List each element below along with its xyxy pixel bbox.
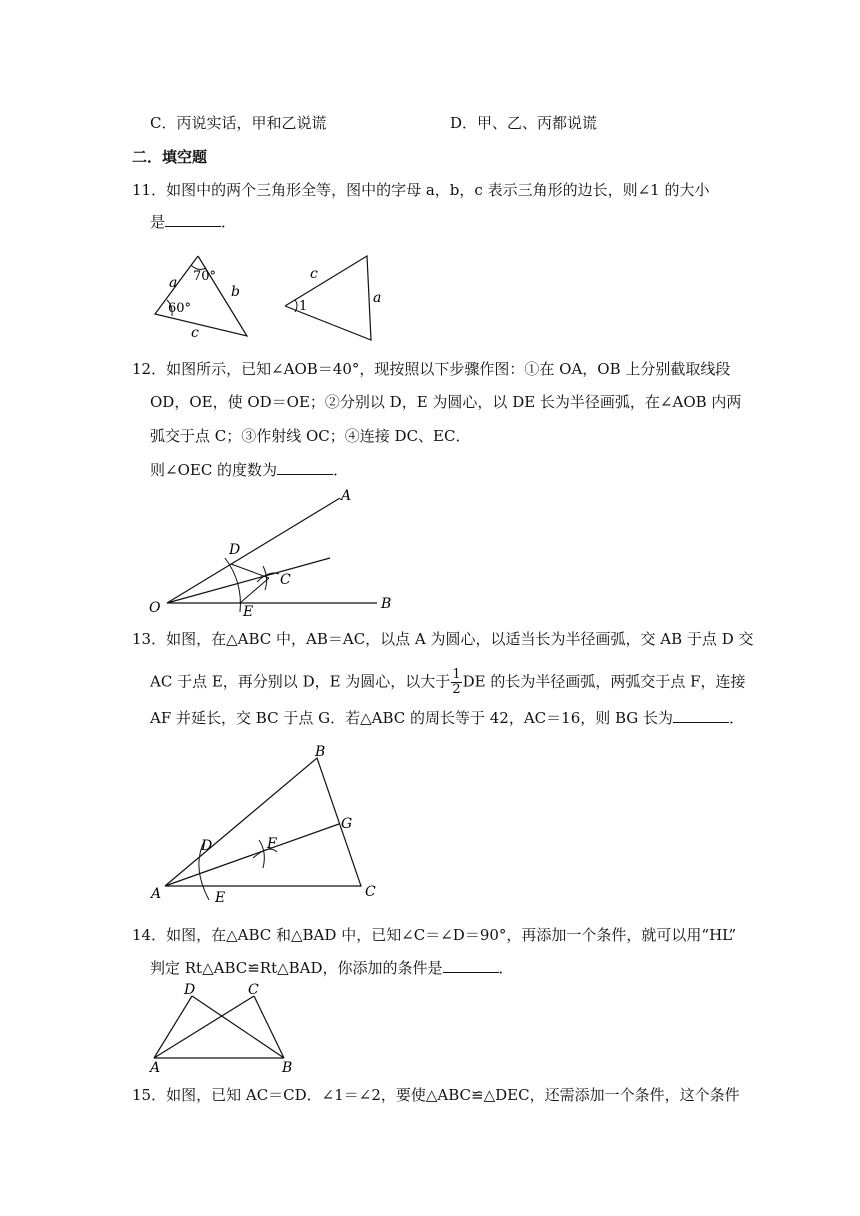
q11-prefix: 是	[150, 213, 166, 231]
q11-label-c: c	[191, 325, 199, 341]
q11-label-a: a	[169, 275, 178, 291]
q13-line3	[150, 708, 744, 728]
q13-label-b: B	[315, 744, 326, 760]
q11-label-c2: c	[310, 266, 318, 282]
q12-line4	[150, 460, 348, 480]
q14-seg-ad	[154, 996, 192, 1058]
q13-line1: 13．如图，在△ABC 中，AB＝AC，以点 A 为圆心，以适当长为半径画弧，交 AB 于点 D 交	[132, 630, 754, 648]
q13-label-c: C	[365, 884, 376, 900]
q14-answer-blank[interactable]	[443, 958, 499, 973]
q13-label-d: D	[201, 838, 213, 854]
q13-label-e: E	[215, 890, 226, 906]
q12-figure	[145, 486, 405, 616]
q13-answer-blank[interactable]	[673, 708, 729, 723]
q11-line1: 11．如图中的两个三角形全等，图中的字母 a，b，c 表示三角形的边长，则∠1 的大小	[132, 181, 710, 199]
q11-label-b: b	[231, 284, 240, 300]
q11-line2	[150, 212, 236, 232]
q14-seg-cb	[254, 996, 284, 1058]
q12-label-b: B	[381, 596, 392, 612]
q11-label-70: 70°	[193, 269, 217, 284]
q13-prefix: AF 并延长，交 BC 于点 G．若△ABC 的周长等于 42，AC＝16，则 BG 长为	[150, 709, 674, 727]
q14-label-a: A	[150, 1060, 161, 1076]
q12-label-o: O	[149, 600, 161, 616]
q11-suffix: ．	[221, 213, 237, 231]
q12-answer-blank[interactable]	[277, 460, 333, 475]
q13-line2	[150, 668, 746, 697]
q13-line2-suffix: DE 的长为半径画弧，两弧交于点 F，连接	[462, 672, 746, 691]
q13-frac-num: 1	[452, 667, 461, 682]
option-d: D．甲、乙、丙都说谎	[450, 114, 598, 132]
q12-ray-oa	[167, 498, 340, 603]
q12-line2: OD，OE，使 OD＝OE；②分别以 D，E 为圆心，以 DE 长为半径画弧，在∠AOB 内两	[150, 393, 742, 411]
q12-label-c: C	[280, 572, 291, 588]
section-title: 二．填空题	[132, 148, 208, 166]
q13-label-a: A	[151, 886, 162, 902]
q11-label-1: 1	[299, 299, 308, 314]
q11-label-a2: a	[373, 290, 382, 306]
q12-arc-c1	[263, 566, 267, 590]
q14-suffix: ．	[498, 959, 514, 977]
q12-label-a: A	[341, 488, 352, 504]
q11-figure	[145, 248, 385, 344]
q11-triangle-right	[285, 256, 371, 340]
q14-label-b: B	[282, 1060, 293, 1076]
q14-figure	[140, 980, 310, 1076]
q13-frac-den: 2	[452, 682, 461, 697]
q14-prefix: 判定 Rt△ABC≌Rt△BAD，你添加的条件是	[150, 959, 443, 977]
q11-answer-blank[interactable]	[165, 212, 221, 227]
q12-prefix: 则∠OEC 的度数为	[150, 461, 278, 479]
q11-label-60: 60°	[168, 301, 192, 316]
q12-suffix: ．	[333, 461, 349, 479]
q13-label-g: G	[341, 816, 353, 832]
q13-seg-ag	[165, 824, 339, 886]
q14-line2	[150, 958, 514, 978]
q14-label-d: D	[184, 982, 196, 998]
q12-line1: 12．如图所示，已知∠AOB＝40°，现按照以下步骤作图：①在 OA，OB 上分别截取线段	[132, 360, 731, 378]
q13-suffix: ．	[729, 709, 745, 727]
q13-figure	[145, 740, 385, 906]
q14-line1: 14．如图，在△ABC 和△BAD 中，已知∠C＝∠D＝90°，再添加一个条件，就可以用“HL”	[132, 926, 737, 944]
q12-line3: 弧交于点 C；③作射线 OC；④连接 DC、EC．	[150, 427, 471, 445]
option-c: C．丙说实话，甲和乙说谎	[150, 114, 327, 132]
q15-line1: 15．如图，已知 AC＝CD．∠1＝∠2，要使△ABC≌△DEC，还需添加一个条件，这个条件	[132, 1086, 740, 1104]
q13-arc-f1	[259, 840, 264, 868]
q13-fraction	[451, 668, 461, 697]
q14-label-c: C	[248, 982, 259, 998]
q13-label-f: F	[267, 836, 277, 852]
q12-label-e: E	[243, 604, 254, 616]
q12-label-d: D	[229, 542, 241, 558]
q13-line2-prefix: AC 于点 E，再分别以 D，E 为圆心，以大于	[150, 672, 451, 691]
